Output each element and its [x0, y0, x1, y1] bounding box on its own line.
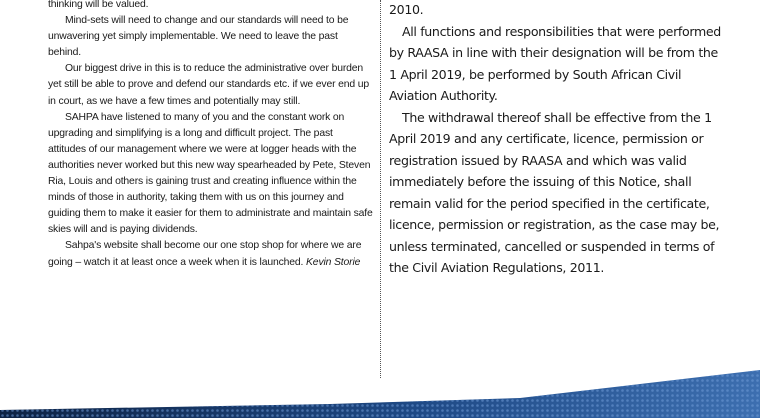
author-signature: Kevin Storie: [306, 256, 361, 268]
left-paragraph-5: [48, 238, 373, 270]
right-text-column: [389, 0, 729, 279]
left-paragraph-1: thinking will be valued.: [48, 0, 149, 10]
right-paragraph-1: 2010.: [389, 2, 424, 17]
column-divider: [380, 0, 381, 378]
right-paragraph-3: The withdrawal thereof shall be effective from the 1 April 2019 and any certificate, licence, permission or registration issued by RAASA and which was valid immediately before the issuing of this Notice, shall remain valid for the period specified in the certificate, licence, permission or registration, as the case may be, unless terminated, cancelled or suspended in terms of the Civil Aviation Regulations, 2011.: [389, 109, 720, 275]
left-paragraph-4: SAHPA have listened to many of you and the constant work on upgrading and simplifying is a long and difficult project. The past attitudes of our management where we were at logger heads with the authorities never worked but this new way spearheaded by Pete, Steven Ria, Louis and others is gaining trust and creating influence within the minds of those in authority, taking them with us on this journey and guiding them to make it easier for them to administrate and maintain safe skies will and is paying dividends.: [48, 111, 373, 236]
right-paragraph-2: All functions and responsibilities that were performed by RAASA in line with their designation will be from the 1 April 2019, be performed by South African Civil Aviation Authority.: [389, 23, 721, 103]
decorative-halftone-band: [0, 358, 760, 418]
left-paragraph-2: Mind-sets will need to change and our standards will need to be unwavering yet simply implementable. We need to leave the past behind.: [48, 15, 349, 59]
left-text-column: [48, 0, 373, 271]
left-paragraph-5-text: Sahpa's website shall become our one stop shop for where we are going – watch it at least once a week when it is launched.: [48, 240, 362, 268]
left-paragraph-3: Our biggest drive in this is to reduce the administrative over burden yet still be able to prove and defend our standards etc. if we ever end up in court, as we have a few times and potentially may still.: [48, 63, 370, 107]
